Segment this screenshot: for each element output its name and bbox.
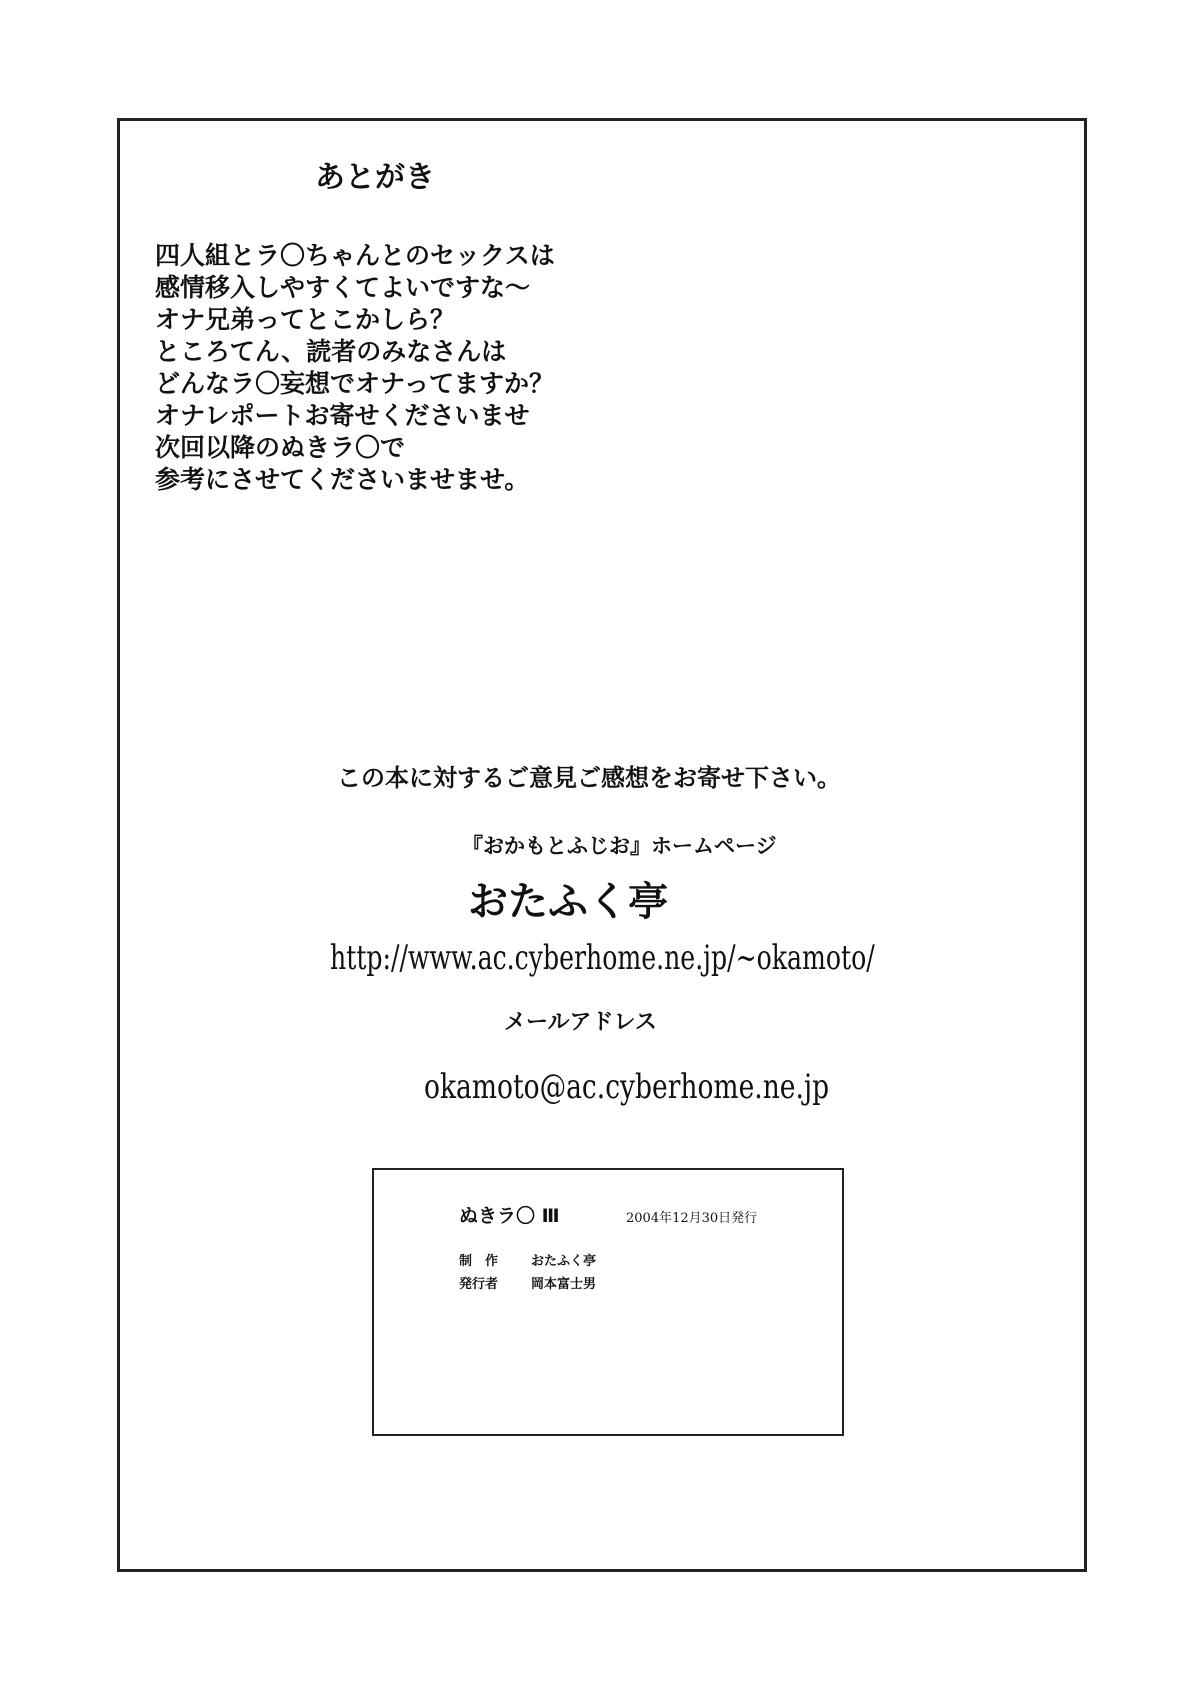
homepage-url: http://www.ac.cyberhome.ne.jp/~okamoto/ <box>330 938 875 978</box>
email-address: okamoto@ac.cyberhome.ne.jp <box>424 1067 830 1107</box>
afterword-line: ところてん、読者のみなさんは <box>155 337 507 366</box>
colophon-date: 2004年12月30日発行 <box>626 1211 758 1226</box>
colophon-label: 制 作 <box>459 1254 499 1269</box>
afterword-line: 次回以降のぬきラ〇で <box>155 433 406 462</box>
afterword-line: 感情移入しやすくてよいですな～ <box>155 273 531 302</box>
afterword-title: あとがき <box>315 160 435 195</box>
afterword-line: オナレポートお寄せくださいませ <box>155 401 530 430</box>
colophon-row-production <box>459 1250 596 1269</box>
afterword-line: 四人組とラ〇ちゃんとのセックスは <box>155 241 555 270</box>
colophon-title: ぬきラ〇 Ⅲ <box>459 1205 560 1227</box>
afterword-line: オナ兄弟ってとこかしら？ <box>155 305 456 334</box>
colophon-row-publisher <box>459 1273 596 1292</box>
circle-name: おたふく亭 <box>468 879 668 925</box>
feedback-request: この本に対するご意見ご感想をお寄せ下さい。 <box>337 764 841 792</box>
colophon-label: 発行者 <box>459 1277 499 1292</box>
afterword-line: どんなラ〇妄想でオナってますか？ <box>155 369 555 398</box>
afterword-line: 参考にさせてくださいませませ。 <box>155 465 530 494</box>
email-caption: メールアドレス <box>504 1010 657 1035</box>
afterword-body <box>155 240 555 496</box>
colophon-value: 岡本富士男 <box>531 1277 597 1292</box>
colophon-value: おたふく亭 <box>531 1254 597 1269</box>
colophon-box <box>372 1168 844 1436</box>
homepage-caption: 『おかもとふじお』ホームページ <box>462 834 777 858</box>
